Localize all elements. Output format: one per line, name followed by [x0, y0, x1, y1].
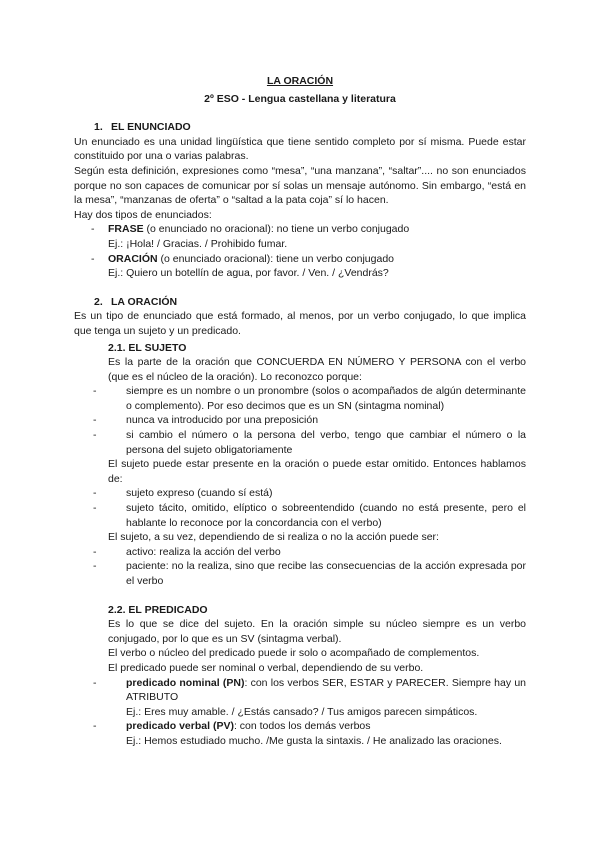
document-page — [74, 74, 526, 749]
predicado-paragraph-2: El verbo o núcleo del predicado puede ir solo o acompañado de complementos. — [108, 647, 480, 660]
section-1-paragraph-2: Según esta definición, expresiones como “mesa”, “una manzana”, “saltar”.... no son enunciados porque no son capaces de comunicar por sí solas un mensaje autónomo. Sin embargo, “está en la mesa”, “manzanas de oferta” o “saltad a la pata coja” sí lo hacen. — [74, 164, 526, 207]
sujeto-paragraph-2: El sujeto puede estar presente en la oración o puede estar omitido. Entonces hablamos de: — [108, 458, 526, 485]
predicado-paragraph-1: Es lo que se dice del sujeto. En la oración simple su núcleo siempre es un verbo conjugado, por lo que es un SV (sintagma verbal). — [108, 618, 526, 645]
subsection-sujeto-heading: 2.1. EL SUJETO — [108, 341, 187, 354]
term-oracion: ORACIÓN — [108, 252, 158, 265]
section-1-title: EL ENUNCIADO — [111, 121, 191, 134]
section-1-paragraph-3: Hay dos tipos de enunciados: — [74, 208, 212, 221]
example-line: Ej.: Quiero un botellín de agua, por favor. / Ven. / ¿Vendrás? — [108, 267, 389, 280]
sujeto-action-list — [74, 545, 526, 589]
section-1-number: 1. — [94, 121, 103, 134]
list-item: - nunca va introducido por una preposición — [74, 413, 526, 428]
example-line: Ej.: Hemos estudiado mucho. /Me gusta la sintaxis. / He analizado las oraciones. — [126, 734, 502, 747]
list-item: - sujeto tácito, omitido, elíptico o sobreentendido (cuando no está presente, pero el hablante lo reconoce por la concordancia con el verbo) — [74, 501, 526, 530]
section-2-heading — [74, 295, 526, 310]
list-item: - si cambio el número o la persona del verbo, tengo que cambiar el número o la persona del sujeto obligatoriamente — [74, 428, 526, 457]
predicado-paragraph-3: El predicado puede ser nominal o verbal, dependiendo de su verbo. — [108, 661, 424, 674]
subsection-predicado-heading: 2.2. EL PREDICADO — [108, 603, 208, 616]
example-line: Ej.: Eres muy amable. / ¿Estás cansado? / Tus amigos parecen simpáticos. — [126, 705, 478, 718]
list-item: - siempre es un nombre o un pronombre (solos o acompañados de algún determinante o complemento). Por eso decimos que es un SN (sintagma nominal) — [74, 384, 526, 413]
section-1-paragraph-1: Un enunciado es una unidad lingüística que tiene sentido completo por sí misma. Puede estar constituido por una o varias palabras. — [74, 135, 526, 163]
predicado-types-list — [74, 676, 526, 749]
sujeto-types-list — [74, 486, 526, 530]
term-description: : con los verbos SER, ESTAR y PARECER. Siempre hay un ATRIBUTO — [126, 676, 526, 704]
page-title: LA ORACIÓN — [266, 75, 334, 87]
section-2-paragraph-1: Es un tipo de enunciado que está formado, al menos, por un verbo conjugado, lo que implica que tenga un sujeto y un predicado. — [74, 310, 526, 337]
section-2-title: LA ORACIÓN — [111, 295, 178, 308]
term-predicado-nominal: predicado nominal (PN) — [126, 676, 245, 689]
list-item — [74, 252, 526, 281]
term-predicado-verbal: predicado verbal (PV) — [126, 720, 234, 733]
sujeto-paragraph-1: Es la parte de la oración que CONCUERDA EN NÚMERO Y PERSONA con el verbo (que es el núcleo de la oración). Lo reconozco porque: — [108, 356, 526, 383]
example-line: Ej.: ¡Hola! / Gracias. / Prohibido fumar. — [108, 237, 288, 250]
section-2-number: 2. — [94, 295, 103, 308]
term-description: (o enunciado no oracional): no tiene un verbo conjugado — [143, 223, 410, 236]
list-item: - sujeto expreso (cuando sí está) — [74, 486, 526, 501]
list-item: - paciente: no la realiza, sino que recibe las consecuencias de la acción expresada por el verbo — [74, 559, 526, 588]
list-item — [74, 222, 526, 251]
list-item: - activo: realiza la acción del verbo — [74, 545, 526, 560]
term-description: (o enunciado oracional): tiene un verbo conjugado — [157, 252, 395, 265]
sujeto-recognition-list — [74, 384, 526, 457]
page-subtitle: 2º ESO - Lengua castellana y literatura — [204, 92, 396, 105]
list-item — [74, 719, 526, 748]
term-frase: FRASE — [108, 223, 144, 236]
list-item — [74, 676, 526, 720]
term-description: : con todos los demás verbos — [233, 720, 371, 733]
sujeto-paragraph-3: El sujeto, a su vez, dependiendo de si realiza o no la acción puede ser: — [108, 531, 439, 544]
section-1-heading — [74, 120, 526, 135]
enunciado-types-list — [74, 222, 526, 280]
